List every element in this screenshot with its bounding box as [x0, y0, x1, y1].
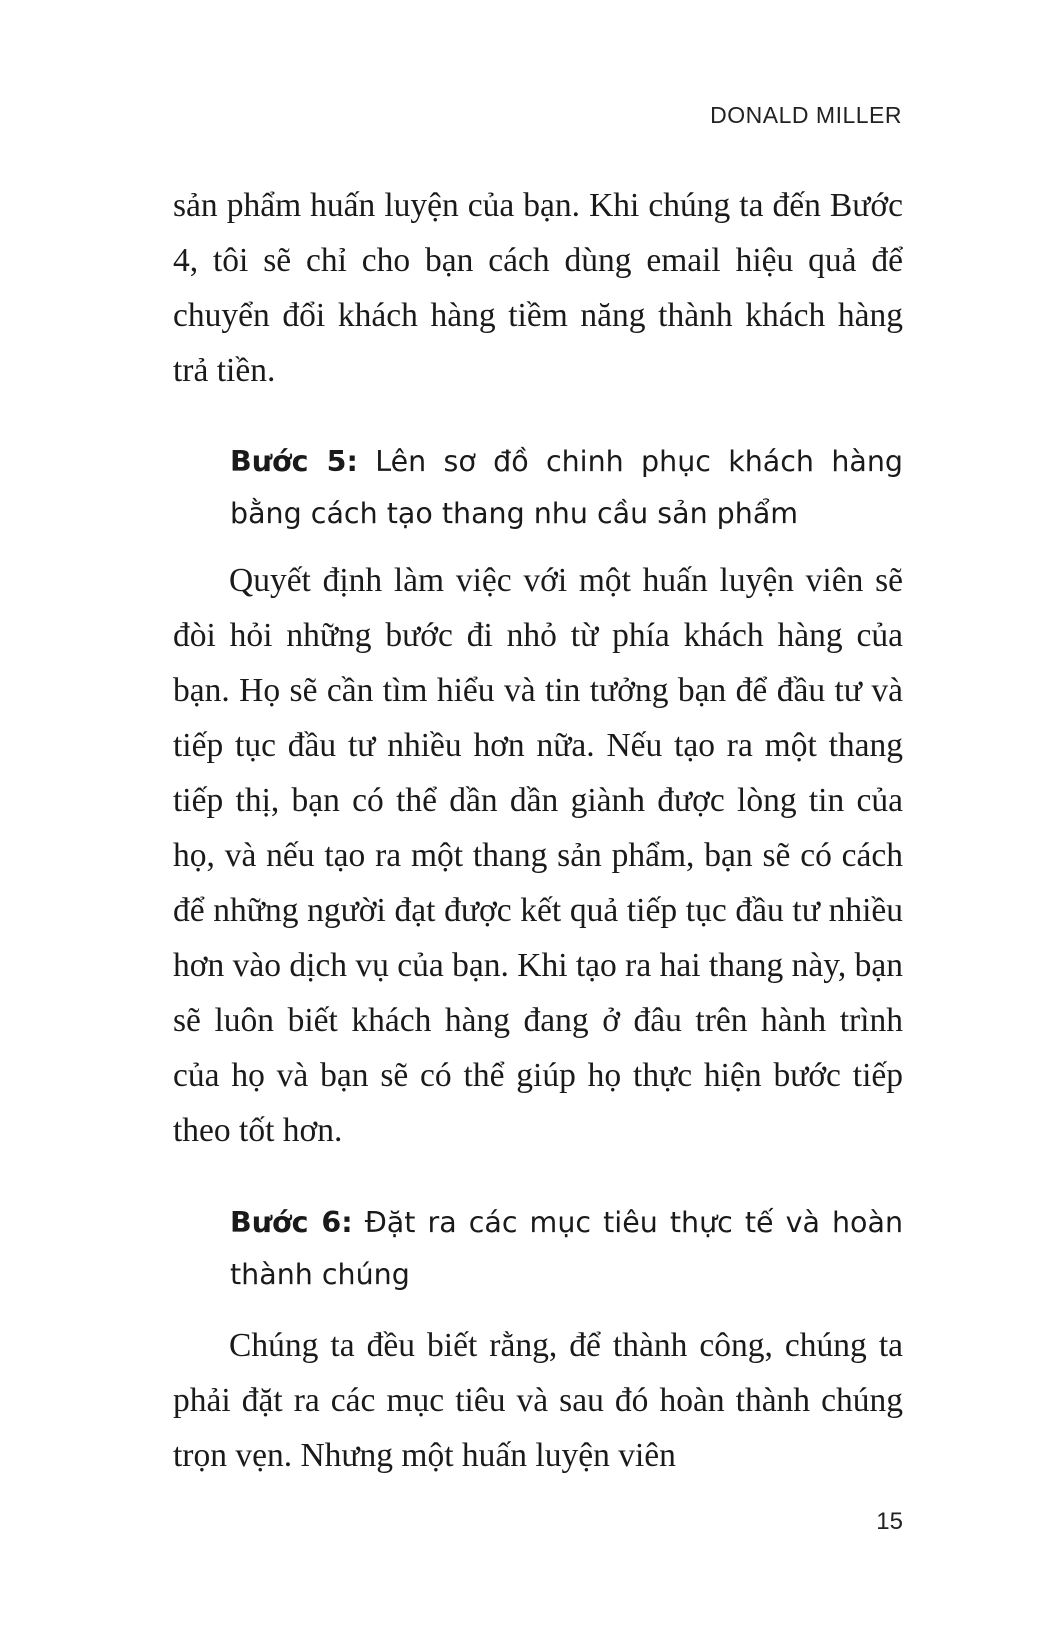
step-label: Bước 6:: [230, 1206, 353, 1239]
body-paragraph: sản phẩm huấn luyện của bạn. Khi chúng ta đến Bước 4, tôi sẽ chỉ cho bạn cách dùng email hiệu quả để chuyển đổi khách hàng tiềm năng thành khách hàng trả tiền.: [173, 187, 903, 389]
running-header-author: DONALD MILLER: [710, 102, 902, 128]
body-paragraph: Quyết định làm việc với một huấn luyện viên sẽ đòi hỏi những bước đi nhỏ từ phía khách hàng của bạn. Họ sẽ cần tìm hiểu và tin tưởng bạn để đầu tư và tiếp tục đầu tư nhiều hơn nữa. Nếu tạo ra một thang tiếp thị, bạn có thể dần dần giành được lòng tin của họ, và nếu tạo ra một thang sản phẩm, bạn sẽ có cách để những người đạt được kết quả tiếp tục đầu tư nhiều hơn vào dịch vụ của bạn. Khi tạo ra hai thang này, bạn sẽ luôn biết khách hàng đang ở đâu trên hành trình của họ và bạn sẽ có thể giúp họ thực hiện bước tiếp theo tốt hơn.: [173, 562, 903, 1149]
step-heading: [230, 1197, 903, 1301]
page-number: 15: [876, 1508, 903, 1535]
step-heading: [230, 436, 903, 540]
step-title: Đặt ra các mục tiêu thực tế và hoàn thành chúng: [230, 1206, 904, 1291]
step-title: Lên sơ đồ chinh phục khách hàng bằng cách tạo thang nhu cầu sản phẩm: [230, 445, 903, 530]
step-label: Bước 5:: [230, 445, 358, 478]
body-paragraph: Chúng ta đều biết rằng, để thành công, chúng ta phải đặt ra các mục tiêu và sau đó hoàn thành chúng trọn vẹn. Nhưng một huấn luyện viên: [173, 1327, 903, 1474]
